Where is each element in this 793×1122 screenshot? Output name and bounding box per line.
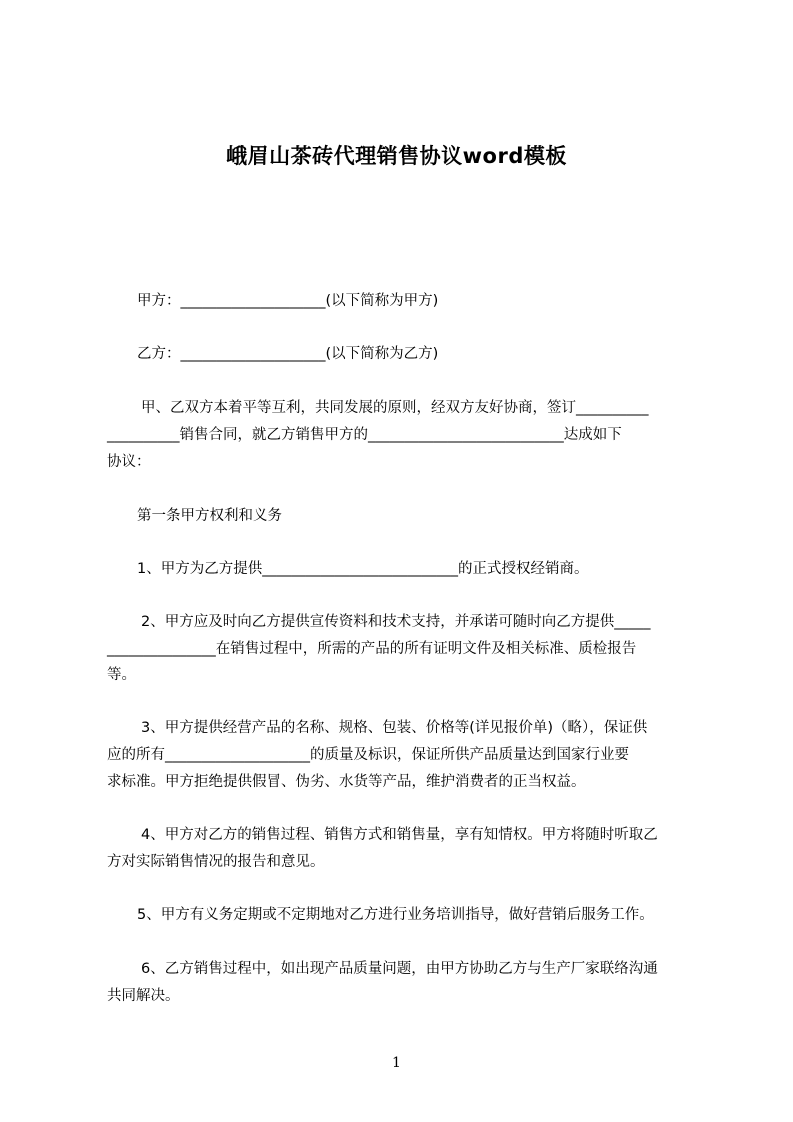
clause6-line-1: 6、乙方销售过程中，如出现产品质量问题，由甲方协助乙方与生产厂家联络沟通 bbox=[141, 961, 658, 977]
party-a-line: 甲方：____________________(以下简称为甲方) bbox=[137, 293, 439, 309]
clause5-line-1: 5、甲方有义务定期或不定期地对乙方进行业务培训指导，做好营销后服务工作。 bbox=[137, 907, 654, 923]
clause2-line-2: _______________在销售过程中，所需的产品的所有证明文件及相关标准、质检报告 bbox=[107, 641, 637, 657]
clause4-line-2: 方对实际销售情况的报告和意见。 bbox=[107, 854, 325, 870]
intro-line-1: 甲、乙双方本着平等互利，共同发展的原则，经双方友好协商，签订__________ bbox=[141, 400, 649, 416]
clause4-line-1: 4、甲方对乙方的销售过程、销售方式和销售量，享有知情权。甲方将随时听取乙 bbox=[141, 827, 658, 843]
page-number: 1 bbox=[392, 1055, 401, 1071]
document-title: 峨眉山茶砖代理销售协议word模板 bbox=[226, 144, 567, 168]
clause2-line-1: 2、甲方应及时向乙方提供宣传资料和技术支持，并承诺可随时向乙方提供_____ bbox=[141, 614, 651, 630]
intro-line-2: __________销售合同，就乙方销售甲方的___________________________达成如下 bbox=[107, 427, 622, 443]
clause2-line-3: 等。 bbox=[107, 667, 136, 683]
clause6-line-2: 共同解决。 bbox=[107, 988, 180, 1004]
clause1-line-1: 1、甲方为乙方提供___________________________的正式授权经销商。 bbox=[137, 561, 589, 577]
clause3-line-2: 应的所有____________________的质量及标识，保证所供产品质量达到国家行业要 bbox=[107, 747, 629, 763]
clause3-line-1: 3、甲方提供经营产品的名称、规格、包装、价格等(详见报价单)（略），保证供 bbox=[141, 720, 648, 736]
clause3-line-3: 求标准。甲方拒绝提供假冒、伪劣、水货等产品，维护消费者的正当权益。 bbox=[107, 774, 586, 790]
section1-heading: 第一条甲方权利和义务 bbox=[137, 508, 282, 524]
party-b-line: 乙方：____________________(以下简称为乙方) bbox=[137, 346, 439, 362]
intro-line-3: 协议： bbox=[107, 454, 151, 470]
